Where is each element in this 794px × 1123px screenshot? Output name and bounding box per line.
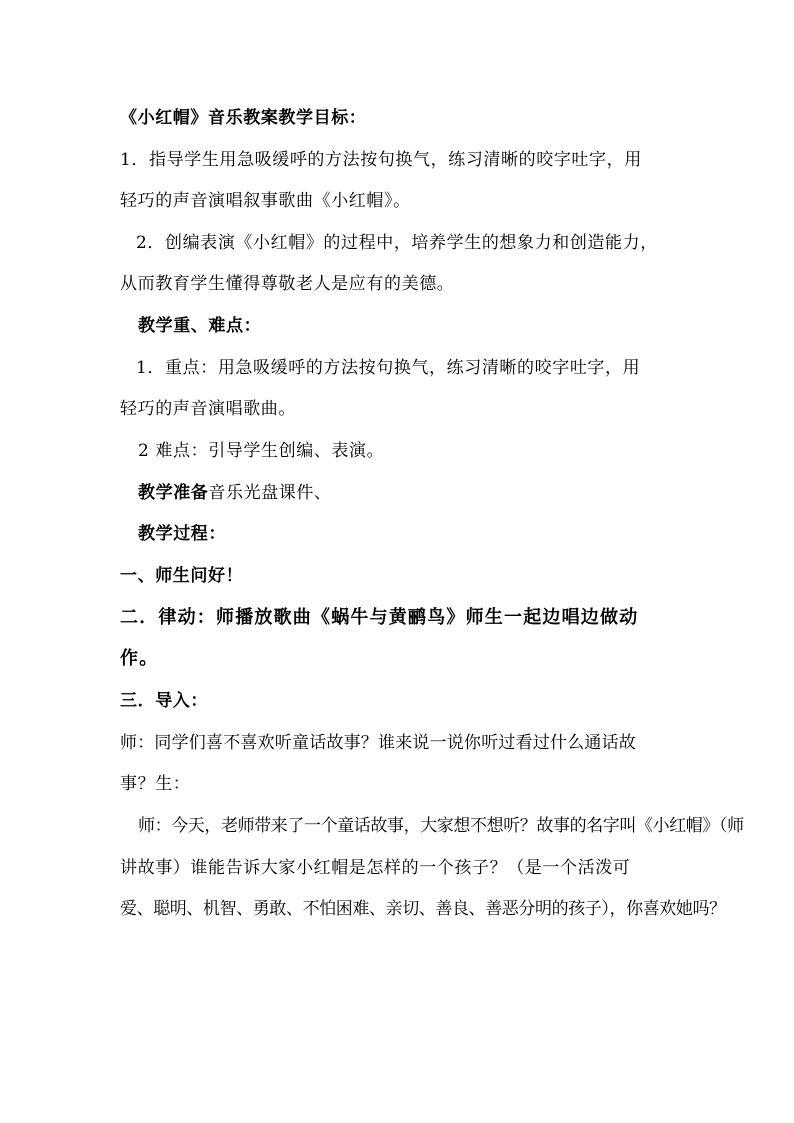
- prep-label: 教学准备: [138, 483, 209, 503]
- goal1-line1: 1．指导学生用急吸缓呼的方法按句换气，练习清晰的咬字吐字，用: [120, 150, 642, 170]
- document-title: 《小红帽》音乐教案教学目标：: [120, 108, 367, 128]
- key-points-heading: 教学重、难点：: [138, 316, 262, 336]
- story-line1: 师：今天，老师带来了一个童话故事，大家想不想听？故事的名字叫《小红帽》（师: [138, 816, 744, 836]
- key1-line2: 轻巧的声音演唱歌曲。: [120, 399, 296, 419]
- step3-line: 三．导入：: [120, 691, 208, 711]
- key1-line1: 1．重点：用急吸缓呼的方法按句换气，练习清晰的咬字吐字，用: [136, 358, 641, 378]
- step2-line2: 作。: [120, 648, 159, 669]
- process-heading: 教学过程：: [138, 524, 226, 544]
- goal2-line2: 从而教育学生懂得尊敬老人是应有的美德。: [120, 274, 455, 294]
- key2-line: 2 难点：引导学生创编、表演。: [138, 441, 385, 461]
- story-line2: 讲故事）谁能告诉大家小红帽是怎样的一个孩子？（是一个活泼可: [120, 858, 631, 878]
- step1-line: 一、师生问好！: [120, 566, 244, 586]
- story-line3: 爱、聪明、机智、勇敢、不怕困难、亲切、善良、善恶分明的孩子），你喜欢她吗？: [120, 899, 726, 919]
- step2-line1: 二．律动：师播放歌曲《蜗牛与黄鹂鸟》师生一起边唱边做动: [120, 607, 639, 628]
- prep-text: 音乐光盘课件、: [208, 483, 332, 503]
- teacher-question-line2: 事？生：: [120, 774, 191, 794]
- goal2-line1: 2．创编表演《小红帽》的过程中，培养学生的想象力和创造能力，: [136, 233, 658, 253]
- prep-line: [138, 481, 332, 505]
- goal1-line2: 轻巧的声音演唱叙事歌曲《小红帽》。: [120, 191, 411, 211]
- teacher-question-line1: 师：同学们喜不喜欢听童话故事？谁来说一说你听过看过什么通话故: [120, 733, 636, 753]
